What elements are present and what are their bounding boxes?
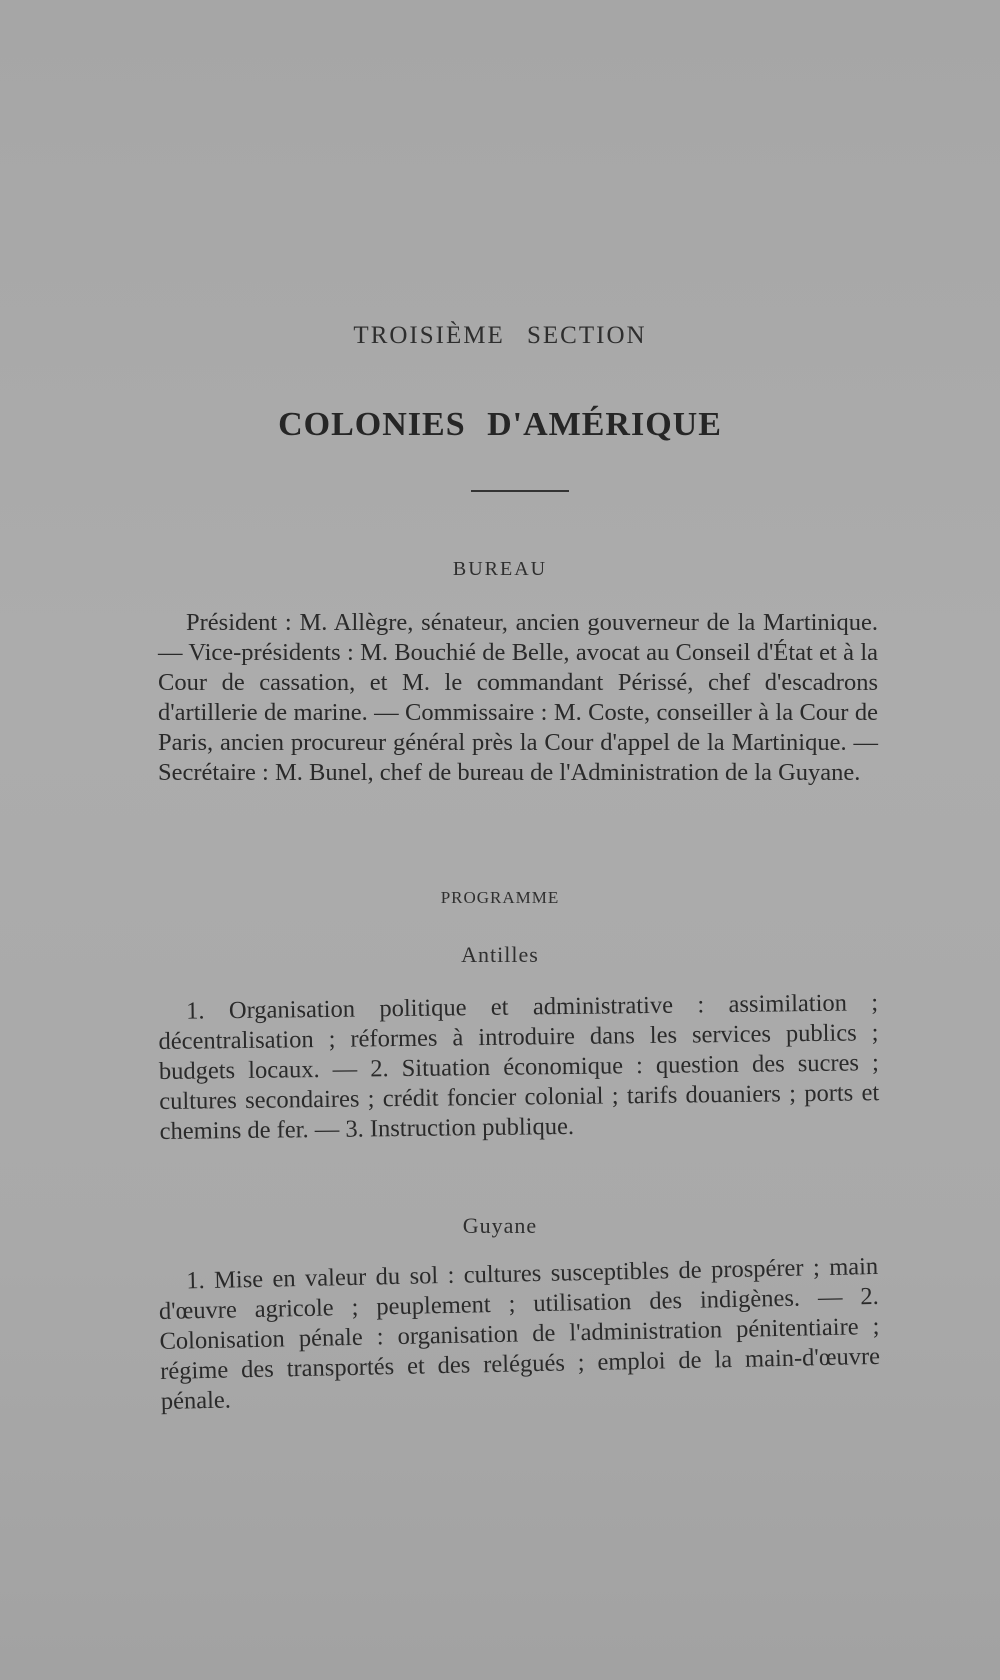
- bureau-paragraph: Président : M. Allègre, sénateur, ancien gouverneur de la Martinique. — Vice-présidents : M. Bouchié de Belle, avocat au Conseil d'État et à la Cour de cassation, et M. le commandant Périssé, chef d'escadrons d'artillerie de marine. — Commissaire : M. Coste, conseiller à la Cour de Paris, ancien procureur général près la Cour d'appel de la Martinique. — Secrétaire : M. Bunel, chef de bureau de l'Administration de la Guyane.: [158, 609, 878, 786]
- antilles-heading: Antilles: [461, 942, 539, 967]
- title-divider: [471, 490, 569, 492]
- guyane-paragraph: 1. Mise en valeur du sol : cultures susceptibles de prospérer ; main d'œuvre agricole ; peuplement ; utilisation des indigènes. — 2. Colonisation pénale : organisation de l'administration pénitentiaire ; régime des transportés et des relégués ; emploi de la main-d'œuvre pénale.: [158, 1252, 881, 1415]
- page-title: COLONIES D'AMÉRIQUE: [278, 406, 722, 443]
- antilles-paragraph: 1. Organisation politique et administrative : assimilation ; décentralisation ; réformes à introduire dans les services publics ; budgets locaux. — 2. Situation économique : question des sucres ; cultures secondaires ; crédit foncier colonial ; tarifs douaniers ; ports et chemins de fer. — 3. Instruction publique.: [158, 989, 880, 1145]
- bureau-heading: BUREAU: [452, 558, 548, 580]
- guyane-heading: Guyane: [462, 1213, 538, 1238]
- programme-heading: PROGRAMME: [440, 888, 560, 907]
- section-label: TROISIÈME SECTION: [353, 322, 647, 349]
